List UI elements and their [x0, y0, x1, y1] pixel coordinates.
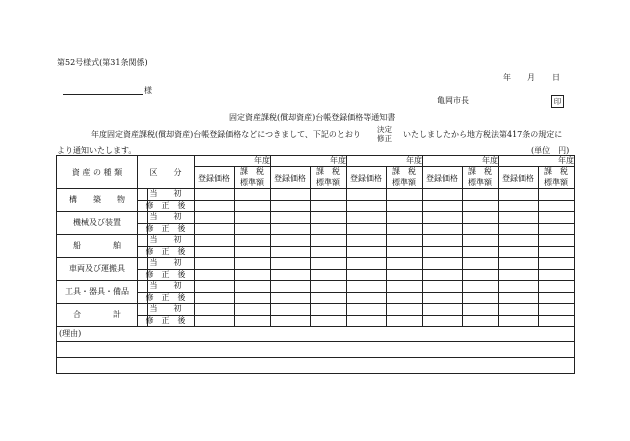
col-taxable-2a: 課 税	[316, 167, 340, 176]
body-text-line1-a: 年度固定資産課税(償却資産)台帳登録価格などにつきまして、下記のとおり	[91, 130, 361, 139]
addressee-suffix: 様	[144, 86, 152, 95]
year-label-5: 年度	[558, 156, 574, 165]
row-label-structures: 構 築 物	[69, 195, 125, 204]
row-sub-initial: 当 初	[149, 235, 182, 244]
row-sub-revised: 修 正 後	[145, 201, 186, 210]
date-month: 月	[527, 73, 535, 82]
col-split-line	[538, 166, 539, 326]
row-line	[56, 234, 574, 235]
date-year: 年	[503, 73, 511, 82]
date-day: 日	[552, 73, 560, 82]
col-taxable-5b: 標準額	[544, 178, 568, 187]
year-label-3: 年度	[406, 156, 422, 165]
col-split-line	[462, 166, 463, 326]
row-line	[56, 280, 574, 281]
row-label-total: 合 計	[73, 310, 121, 319]
year-label-1: 年度	[254, 156, 270, 165]
header-asset-type: 資 産 の 種 類	[71, 168, 123, 177]
row-sub-revised: 修 正 後	[145, 270, 186, 279]
col-taxable-2b: 標準額	[316, 178, 340, 187]
row-mid-line	[137, 269, 574, 270]
row-sub-revised: 修 正 後	[145, 316, 186, 325]
col-taxable-3b: 標準額	[392, 178, 416, 187]
col-split-line	[234, 166, 235, 326]
row-sub-initial: 当 初	[149, 189, 182, 198]
body-text-line1-b: いたしましたから地方税法第417条の規定に	[403, 130, 563, 139]
choice-decision: 決定	[377, 125, 392, 134]
row-line	[56, 303, 574, 304]
col-registered-1: 登録価格	[198, 174, 230, 183]
reason-label: (理由)	[59, 329, 82, 338]
row-mid-line	[137, 315, 574, 316]
col-split-line	[386, 166, 387, 326]
reason-line	[56, 357, 574, 358]
row-mid-line	[137, 292, 574, 293]
col-taxable-1b: 標準額	[240, 178, 264, 187]
row-line	[56, 257, 574, 258]
row-label-tools: 工具・器具・備品	[65, 287, 129, 296]
year-label-2: 年度	[330, 156, 346, 165]
row-label-vehicles: 車両及び運搬具	[69, 264, 125, 273]
col-taxable-4a: 課 税	[468, 167, 492, 176]
row-sub-revised: 修 正 後	[145, 247, 186, 256]
col-taxable-1a: 課 税	[240, 167, 264, 176]
row-mid-line	[137, 223, 574, 224]
col-registered-2: 登録価格	[274, 174, 306, 183]
row-line	[56, 211, 574, 212]
col-split-line	[310, 166, 311, 326]
header-category: 区 分	[149, 168, 182, 177]
choice-correction: 修正	[377, 134, 392, 143]
row-line	[56, 188, 574, 189]
form-number: 第52号様式(第31条関係)	[57, 58, 148, 67]
col-taxable-4b: 標準額	[468, 178, 492, 187]
document-title: 固定資産課税(償却資産)台帳登録価格等通知書	[229, 113, 396, 122]
row-sub-revised: 修 正 後	[145, 224, 186, 233]
reason-line	[56, 341, 574, 342]
row-label-machinery: 機械及び装置	[73, 218, 121, 227]
body-text-line2: より通知いたします。	[57, 146, 137, 155]
row-sub-initial: 当 初	[149, 212, 182, 221]
row-sub-initial: 当 初	[149, 258, 182, 267]
row-label-ships: 船 舶	[73, 241, 121, 250]
col-registered-4: 登録価格	[426, 174, 458, 183]
table-border-right	[574, 155, 575, 373]
col-registered-5: 登録価格	[502, 174, 534, 183]
col-taxable-5a: 課 税	[544, 167, 568, 176]
row-sub-revised: 修 正 後	[145, 293, 186, 302]
table-border-bottom	[56, 373, 575, 374]
year-label-4: 年度	[482, 156, 498, 165]
seal-mark: 印	[551, 95, 564, 108]
col-taxable-3a: 課 税	[392, 167, 416, 176]
unit-label: (単位 円)	[531, 146, 570, 155]
issuer-name: 亀岡市長	[437, 96, 469, 105]
row-mid-line	[137, 200, 574, 201]
col-registered-3: 登録価格	[350, 174, 382, 183]
row-sub-initial: 当 初	[149, 304, 182, 313]
row-mid-line	[137, 246, 574, 247]
row-sub-initial: 当 初	[149, 281, 182, 290]
row-line	[56, 326, 574, 327]
